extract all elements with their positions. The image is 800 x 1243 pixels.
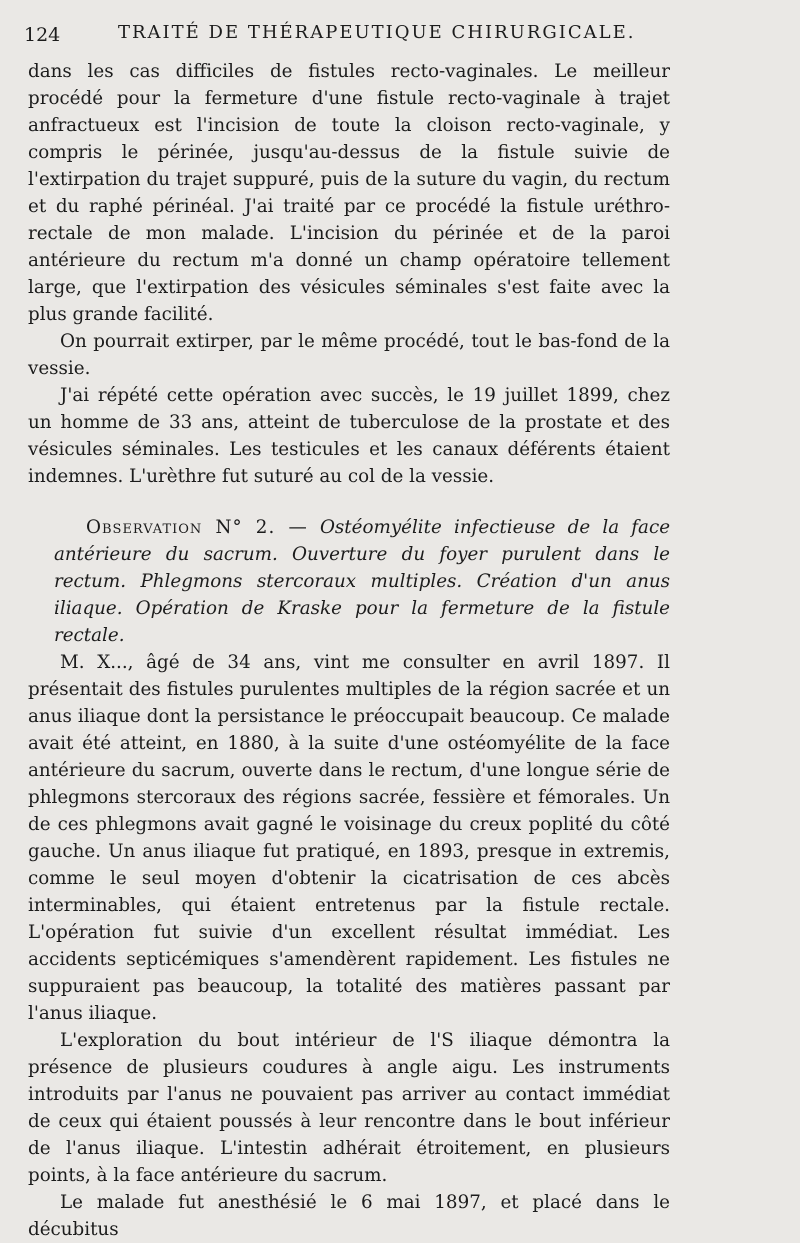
observation-title: Ostéomyélite infectieuse de la face antérieure du sacrum. Ouverture du foyer purulent dans le rectum. Phlegmons stercoraux multiples. Création d'un anus iliaque. Opération de Kraske pour la fermeture de la fistule rectale. <box>54 517 671 646</box>
paragraph: J'ai répété cette opération avec succès, le 19 juillet 1899, chez un homme de 33 ans, atteint de tuberculose de la prostate et des vésicules séminales. Les testicules et les canaux déférents étaient indemnes. L'urèthre fut suturé au col de la vessie. <box>28 385 670 487</box>
paragraph: On pourrait extirper, par le même procédé, tout le bas-fond de la vessie. <box>28 331 670 379</box>
body-text <box>28 58 670 1243</box>
paragraph: L'exploration du bout intérieur de l'S iliaque démontra la présence de plusieurs coudures à angle aigu. Les instruments introduits par l'anus ne pouvaient pas arriver au contact immédiat de ceux qui étaient poussés à leur rencontre dans le bout inférieur de l'anus iliaque. L'intestin adhérait étroitement, en plusieurs points, à la face antérieure du sacrum. <box>28 1030 670 1186</box>
section-spacer <box>28 490 670 514</box>
page-number: 124 <box>24 24 61 46</box>
observation-heading <box>28 514 670 649</box>
running-title: TRAITÉ DE THÉRAPEUTIQUE CHIRURGICALE. <box>118 22 636 43</box>
paragraph: Le malade fut anesthésié le 6 mai 1897, et placé dans le décubitus <box>28 1192 670 1240</box>
page-header <box>24 22 724 52</box>
paragraph: M. X..., âgé de 34 ans, vint me consulter en avril 1897. Il présentait des fistules purulentes multiples de la région sacrée et un anus iliaque dont la persistance le préoccupait beaucoup. Ce malade avait été atteint, en 1880, à la suite d'une ostéomyélite de la face antérieure du sacrum, ouverte dans le rectum, d'une longue série de phlegmons stercoraux des régions sacrée, fessière et fémorales. Un de ces phlegmons avait gagné le voisinage du creux poplité du côté gauche. Un anus iliaque fut pratiqué, en 1893, presque in extremis, comme le seul moyen d'obtenir la cicatrisation de ces abcès interminables, qui étaient entretenus par la fistule rectale. L'opération fut suivie d'un excellent résultat immédiat. Les accidents septicémiques s'amendèrent rapidement. Les fistules ne suppuraient pas beaucoup, la totalité des matières passant par l'anus iliaque. <box>28 652 670 1024</box>
paragraph-continued: dans les cas difficiles de fistules recto-vaginales. Le meilleur procédé pour la fermeture d'une fistule recto-vaginale à trajet anfractueux est l'incision de toute la cloison recto-vaginale, y compris le périnée, jusqu'au-dessus de la fistule suivie de l'extirpation du trajet suppuré, puis de la suture du vagin, du rectum et du raphé périnéal. J'ai traité par ce procédé la fistule uréthro-rectale de mon malade. L'incision du périnée et de la paroi antérieure du rectum m'a donné un champ opératoire tellement large, que l'extirpation des vésicules séminales s'est faite avec la plus grande facilité. <box>28 61 670 325</box>
observation-label: Observation N° 2. — <box>86 517 308 538</box>
